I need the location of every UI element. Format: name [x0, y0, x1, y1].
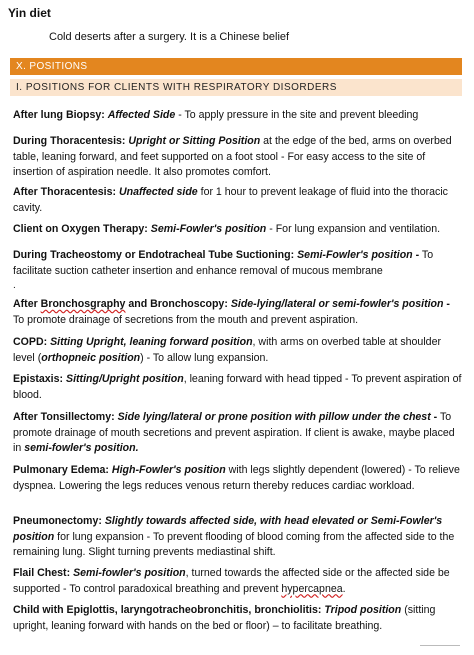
dash: - — [443, 298, 450, 310]
condition-label: During Thoracentesis: — [13, 135, 126, 147]
condition-label: COPD: — [13, 336, 48, 348]
rationale-text: . — [342, 582, 346, 595]
intro-text: Cold deserts after a surgery. It is a Chinese belief — [49, 31, 290, 43]
footer-rule — [420, 645, 460, 646]
condition-label: Pulmonary Edema: — [13, 464, 109, 476]
position-label-secondary: orthopneic position — [41, 351, 141, 364]
document-title: Yin diet — [8, 6, 51, 20]
position-entry — [13, 248, 463, 279]
position-entry — [13, 566, 463, 597]
position-label: Semi-fowler's position — [73, 567, 186, 579]
position-entry — [13, 514, 463, 561]
position-entry — [13, 222, 463, 238]
rationale-text: To promote drainage of mouth secretions and prevent aspiration. If client is awake, maybe placed in — [13, 411, 455, 455]
condition-label: Client on Oxygen Therapy: — [13, 223, 148, 235]
section-heading: X. POSITIONS — [16, 61, 88, 72]
section-heading-bar — [10, 58, 462, 75]
condition-part: and Bronchoscopy: — [125, 298, 228, 310]
position-entry — [13, 410, 463, 457]
condition-label — [13, 298, 228, 310]
subsection-heading-bar — [10, 79, 462, 96]
position-label: Upright or Sitting Position — [128, 135, 261, 147]
condition-label: During Tracheostomy or Endotracheal Tube Suctioning: — [13, 249, 295, 261]
rationale-text: - To apply pressure in the site and prevent bleeding — [175, 109, 419, 121]
position-label: Tripod position — [324, 604, 402, 616]
position-entry — [13, 134, 463, 181]
condition-label: Epistaxis: — [13, 373, 64, 385]
subsection-heading: I. POSITIONS FOR CLIENTS WITH RESPIRATORY DISORDERS — [16, 82, 337, 93]
position-label: Affected Side — [107, 109, 176, 121]
position-entry — [13, 185, 463, 216]
position-entry — [13, 603, 463, 634]
position-label: Side-lying/lateral or semi-fowler's position — [230, 298, 444, 310]
rationale-text: To facilitate suction catheter insertion and enhance removal of mucous membrane — [13, 249, 434, 277]
condition-part: After — [13, 298, 41, 310]
rationale-text: (sitting upright, leaning forward with hands on the bed or floor) – to facilitate breathing. — [13, 604, 436, 632]
position-label: Side lying/lateral or prone position with pillow under the chest — [117, 411, 431, 423]
condition-label: Flail Chest: — [13, 567, 71, 579]
rationale-text: ) - To allow lung expansion. — [140, 351, 269, 364]
position-label: Sitting Upright, leaning forward position — [50, 336, 253, 348]
position-entry — [13, 463, 463, 494]
position-label: Semi-Fowler's position — [297, 249, 413, 261]
rationale-text: , leaning forward with head tipped - To prevent aspiration of blood. — [13, 373, 462, 401]
rationale-text: with legs slightly dependent (lowered) - To relieve dyspnea. Lowering the legs reduces venous return thereby reduces cardiac workload. — [13, 464, 460, 492]
position-label: Sitting/Upright position — [66, 373, 184, 385]
rationale-text: , with arms on overbed table at shoulder level ( — [13, 336, 441, 364]
condition-label: Child with Epiglottis, laryngotracheobronchitis, bronchiolitis: — [13, 604, 322, 616]
dash: - — [412, 249, 420, 261]
position-entry — [13, 108, 463, 124]
rationale-text: for lung expansion - To prevent flooding of blood coming from the affected side to the remaining lung. Slight turning prevents mediastinal shift. — [13, 530, 455, 559]
rationale-text: - For lung expansion and ventilation. — [266, 223, 441, 235]
position-label: Semi-Fowler's position — [150, 223, 267, 235]
position-label: Unaffected side — [118, 186, 198, 198]
condition-label: After Tonsillectomy: — [13, 411, 115, 423]
condition-label: After Thoracentesis: — [13, 186, 117, 198]
position-label: Slightly towards affected side, with head elevated or Semi-Fowler's position — [13, 515, 443, 543]
rationale-text: To promote drainage of secretions from the mouth and prevent aspiration. — [13, 313, 359, 326]
position-entry — [13, 372, 463, 403]
condition-label: After lung Biopsy: — [13, 109, 105, 121]
rationale-text: for 1 hour to prevent leakage of fluid into the thoracic cavity. — [13, 186, 448, 214]
position-entry — [13, 335, 463, 366]
rationale-text: at the edge of the bed, arms on overbed table, leaning forward, and feet supported on a foot stool - For easy access to the site of insertion of aspiration needle. It also promotes comfort. — [13, 135, 452, 179]
condition-label: Pneumonectomy: — [13, 515, 102, 527]
position-entry — [13, 297, 463, 328]
dash: - — [430, 411, 438, 423]
stray-period: . — [13, 280, 16, 291]
misspelled-word: Bronchosgraphy — [40, 298, 126, 310]
rationale-text: , turned towards the affected side or the affected side be supported - To control paradoxical breathing and prevent — [13, 567, 450, 595]
position-label: High-Fowler's position — [111, 464, 226, 476]
misspelled-word: hypercapnea — [281, 582, 343, 595]
position-label-secondary: semi-fowler's position. — [24, 442, 139, 455]
